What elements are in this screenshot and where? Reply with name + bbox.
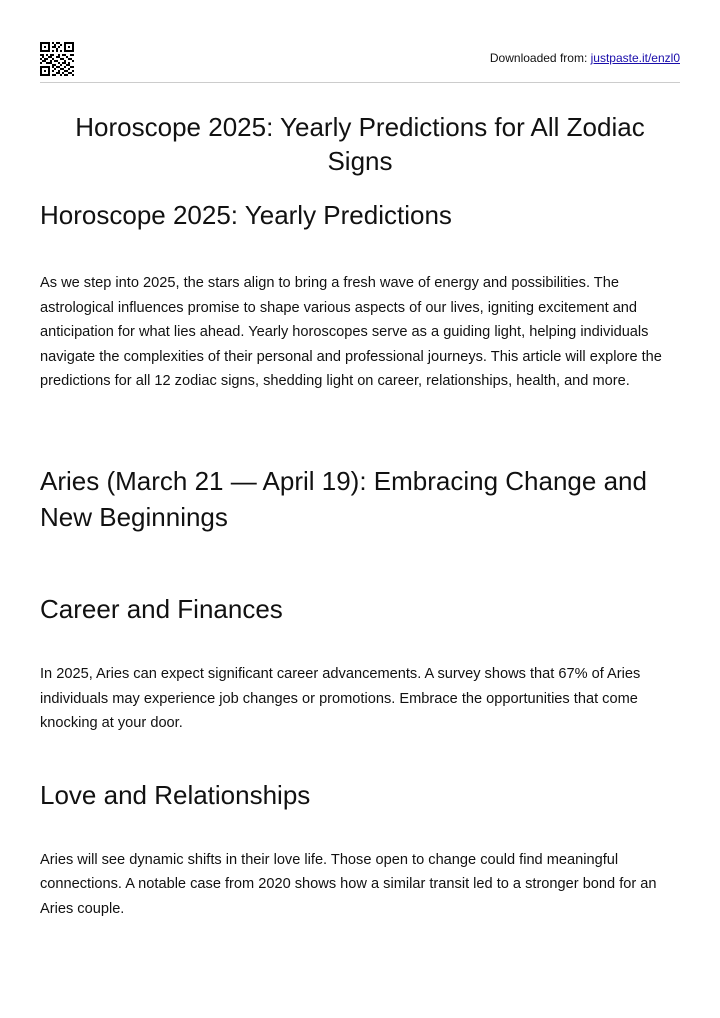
page-header [40,42,680,83]
intro-paragraph: As we step into 2025, the stars align to bring a fresh wave of energy and possibilities. The astrological influences promise to shape various aspects of our lives, igniting excitement and anticipation for what lies ahead. Yearly horoscopes serve as a guiding light, helping individuals navigate the complexities of their personal and professional journeys. This article will explore the predictions for all 12 zodiac signs, shedding light on career, relationships, health, and more. [40,275,662,390]
heading-aries: Aries (March 21 — April 19): Embracing Change and New Beginnings [40,465,647,532]
document-title: Horoscope 2025: Yearly Predictions for All Zodiac Signs [75,112,645,176]
heading-love: Love and Relationships [40,779,311,810]
source-link[interactable]: justpaste.it/enzl0 [590,51,680,65]
qr-code-icon [40,42,74,76]
career-paragraph: In 2025, Aries can expect significant career advancements. A survey shows that 67% of Aries individuals may experience job changes or promotions. Embrace the opportunities that come knocking at your door. [40,665,641,732]
downloaded-from-label: Downloaded from: [489,51,591,65]
heading-main: Horoscope 2025: Yearly Predictions [40,200,452,230]
love-paragraph: Aries will see dynamic shifts in their love life. Those open to change could find meaningful connections. A notable case from 2020 shows how a similar transit led to a stronger bond for an Aries couple. [40,851,657,917]
downloaded-from [490,51,680,65]
heading-career: Career and Finances [40,593,283,624]
document-content [40,110,680,922]
